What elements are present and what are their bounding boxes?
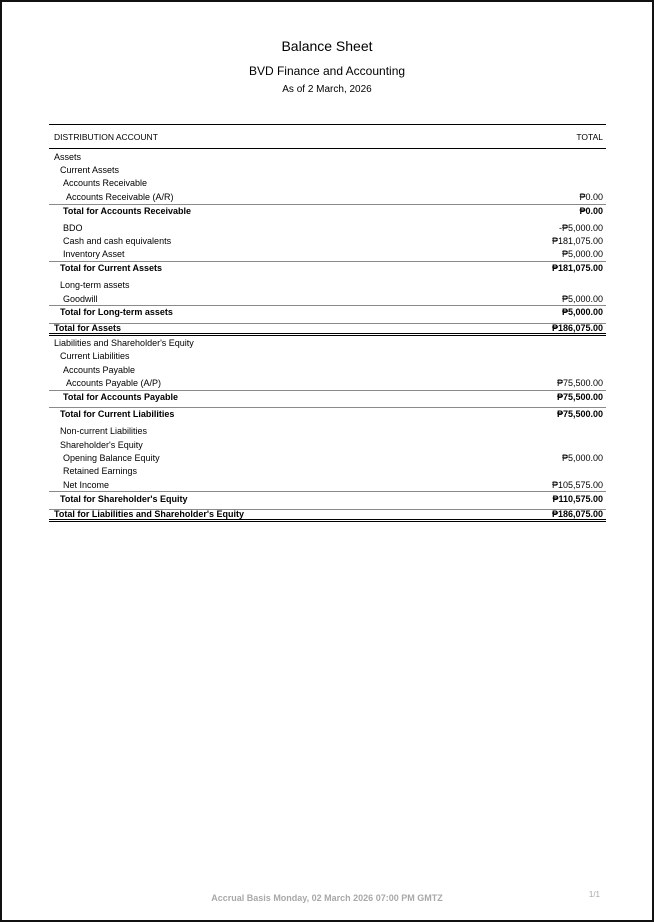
row-amount: ₱181,075.00 bbox=[551, 236, 603, 247]
row-label: Accounts Payable (A/P) bbox=[66, 377, 162, 388]
group-current-assets bbox=[49, 163, 606, 176]
row-amount: ₱186,075.00 bbox=[551, 509, 603, 520]
row-label: Total for Current Assets bbox=[60, 263, 163, 274]
row-goodwill bbox=[49, 292, 606, 305]
total-accounts-payable bbox=[49, 390, 606, 403]
row-label: Liabilities and Shareholder's Equity bbox=[54, 337, 194, 348]
total-current-assets bbox=[49, 261, 606, 274]
row-label: Retained Earnings bbox=[63, 466, 138, 477]
row-label: Shareholder's Equity bbox=[60, 439, 143, 450]
row-net-income bbox=[49, 478, 606, 491]
row-label: Accounts Receivable bbox=[63, 178, 148, 189]
row-label: Total for Long-term assets bbox=[60, 307, 173, 318]
row-label: Assets bbox=[54, 151, 82, 162]
row-amount: -₱5,000.00 bbox=[558, 222, 603, 233]
row-label: Cash and cash equivalents bbox=[63, 236, 172, 247]
row-label: Current Assets bbox=[60, 165, 120, 176]
row-label: BDO bbox=[63, 222, 83, 233]
total-assets bbox=[49, 323, 606, 336]
page-number: 1/1 bbox=[588, 890, 600, 899]
report-date: As of 2 March, 2026 bbox=[282, 84, 372, 95]
row-inventory-asset bbox=[49, 248, 606, 261]
row-amount: ₱75,500.00 bbox=[556, 409, 603, 420]
group-accounts-receivable bbox=[49, 177, 606, 190]
total-current-liabilities bbox=[49, 407, 606, 420]
row-retained-earnings bbox=[49, 465, 606, 478]
group-accounts-payable bbox=[49, 363, 606, 376]
column-header-row bbox=[49, 124, 606, 149]
row-amount: ₱0.00 bbox=[579, 205, 603, 216]
row-accounts-payable-ap bbox=[49, 376, 606, 389]
total-accounts-receivable bbox=[49, 204, 606, 217]
row-amount: ₱105,575.00 bbox=[551, 479, 603, 490]
report-title: Balance Sheet bbox=[281, 38, 373, 54]
row-opening-balance-equity bbox=[49, 451, 606, 464]
row-amount: ₱181,075.00 bbox=[551, 263, 603, 274]
balance-sheet-table bbox=[49, 124, 606, 522]
total-shareholders-equity bbox=[49, 491, 606, 504]
row-label: Non-current Liabilities bbox=[60, 426, 148, 437]
row-bdo bbox=[49, 221, 606, 234]
row-amount: ₱75,500.00 bbox=[556, 391, 603, 402]
column-header-account: DISTRIBUTION ACCOUNT bbox=[54, 131, 158, 142]
group-non-current-liabilities bbox=[49, 424, 606, 437]
row-label: Long-term assets bbox=[60, 280, 130, 291]
row-amount: ₱75,500.00 bbox=[556, 377, 603, 388]
row-label: Accounts Payable bbox=[63, 364, 136, 375]
column-header-total: TOTAL bbox=[576, 131, 603, 142]
row-amount: ₱5,000.00 bbox=[561, 249, 603, 260]
row-label: Total for Current Liabilities bbox=[60, 409, 175, 420]
row-cash bbox=[49, 234, 606, 247]
row-amount: ₱5,000.00 bbox=[561, 452, 603, 463]
company-name: BVD Finance and Accounting bbox=[248, 64, 406, 78]
row-label: Total for Shareholder's Equity bbox=[60, 493, 188, 504]
row-label: Inventory Asset bbox=[63, 249, 125, 260]
group-current-liabilities bbox=[49, 349, 606, 362]
row-label: Total for Accounts Receivable bbox=[63, 205, 192, 216]
row-label: Opening Balance Equity bbox=[63, 452, 160, 463]
row-accounts-receivable-ar bbox=[49, 190, 606, 203]
row-amount: ₱186,075.00 bbox=[551, 323, 603, 334]
row-amount: ₱110,575.00 bbox=[552, 493, 603, 504]
row-label: Total for Liabilities and Shareholder's Equity bbox=[54, 509, 245, 520]
group-shareholders-equity bbox=[49, 438, 606, 451]
row-label: Current Liabilities bbox=[60, 351, 130, 362]
total-long-term-assets bbox=[49, 305, 606, 318]
row-amount: ₱5,000.00 bbox=[561, 293, 603, 304]
total-liabilities-equity bbox=[49, 509, 606, 522]
row-amount: ₱5,000.00 bbox=[561, 307, 603, 318]
row-label: Total for Accounts Payable bbox=[63, 391, 179, 402]
section-liabilities-equity bbox=[49, 336, 606, 349]
row-label: Total for Assets bbox=[54, 323, 122, 334]
row-label: Net Income bbox=[63, 479, 110, 490]
row-label: Goodwill bbox=[63, 293, 98, 304]
footer-basis-timestamp: Accrual Basis Monday, 02 March 2026 07:00 PM GMTZ bbox=[211, 893, 443, 903]
row-amount: ₱0.00 bbox=[579, 191, 603, 202]
group-long-term-assets bbox=[49, 279, 606, 292]
row-label: Accounts Receivable (A/R) bbox=[66, 191, 174, 202]
section-assets bbox=[49, 150, 606, 163]
